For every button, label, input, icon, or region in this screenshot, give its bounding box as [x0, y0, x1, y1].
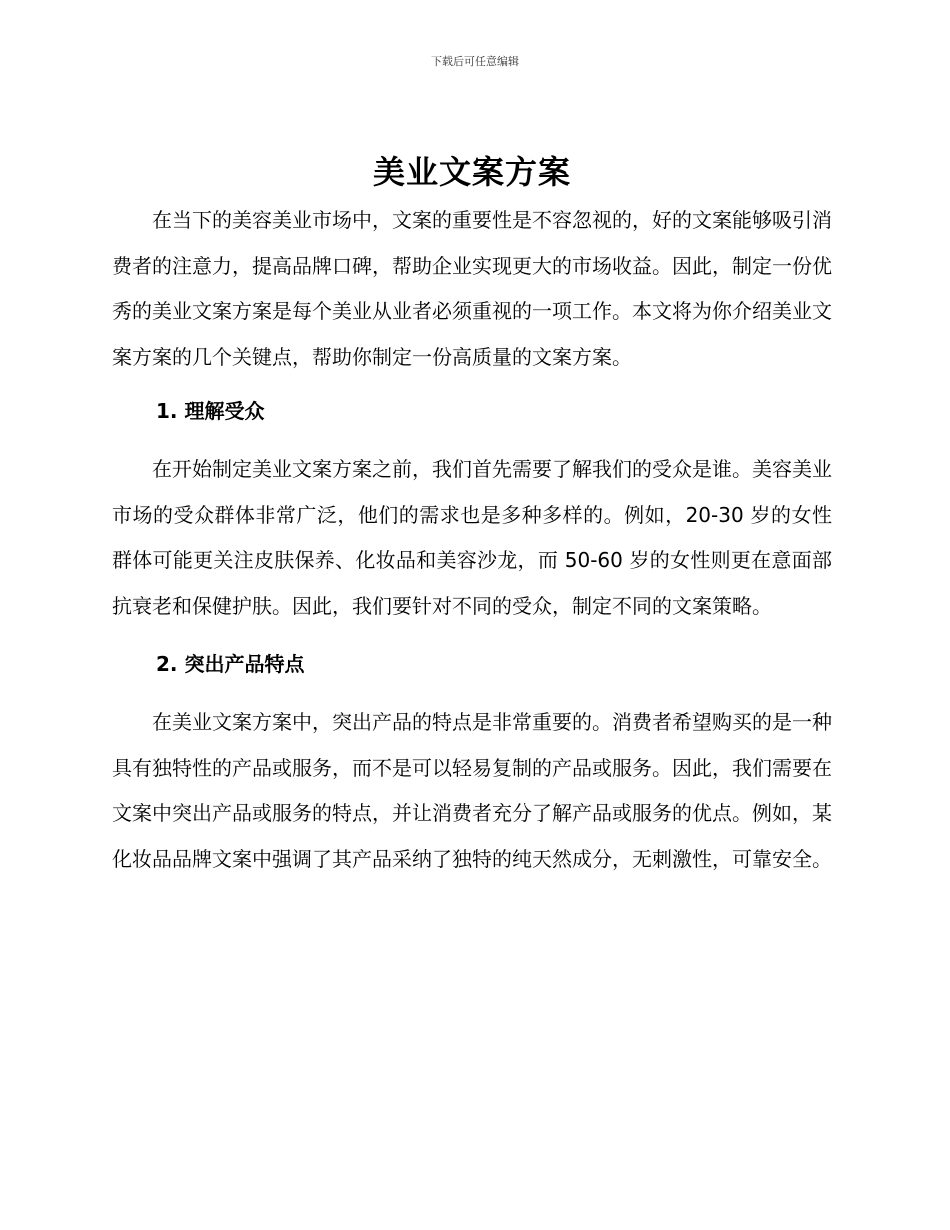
- section-heading-understand-audience: 1. 理解受众: [156, 399, 265, 423]
- section-body-understand-audience: 在开始制定美业文案方案之前，我们首先需要了解我们的受众是谁。美容美业市场的受众群体非常广泛，他们的需求也是多种多样的。例如，20-30 岁的女性群体可能更关注皮肤保养、化妆品和美容沙龙，而 50-60 岁的女性则更在意面部抗衰老和保健护肤。因此，我们要针对不同的受众，制定不同的文案策略。: [112, 457, 832, 618]
- document-title: 美业文案方案: [372, 153, 571, 191]
- section-heading-product-features: 2. 突出产品特点: [156, 652, 305, 676]
- intro-paragraph: 在当下的美容美业市场中，文案的重要性是不容忽视的，好的文案能够吸引消费者的注意力，提高品牌口碑，帮助企业实现更大的市场收益。因此，制定一份优秀的美业文案方案是每个美业从业者必须重视的一项工作。本文将为你介绍美业文案方案的几个关键点，帮助你制定一份高质量的文案方案。: [112, 208, 832, 369]
- page-header-note: 下载后可任意编辑: [431, 55, 519, 68]
- document-body: [112, 150, 832, 882]
- section-body-product-features: 在美业文案方案中，突出产品的特点是非常重要的。消费者希望购买的是一种具有独特性的产品或服务，而不是可以轻易复制的产品或服务。因此，我们需要在文案中突出产品或服务的特点，并让消费者充分了解产品或服务的优点。例如，某化妆品品牌文案中强调了其产品采纳了独特的纯天然成分，无刺激性，可靠安全。: [112, 710, 832, 871]
